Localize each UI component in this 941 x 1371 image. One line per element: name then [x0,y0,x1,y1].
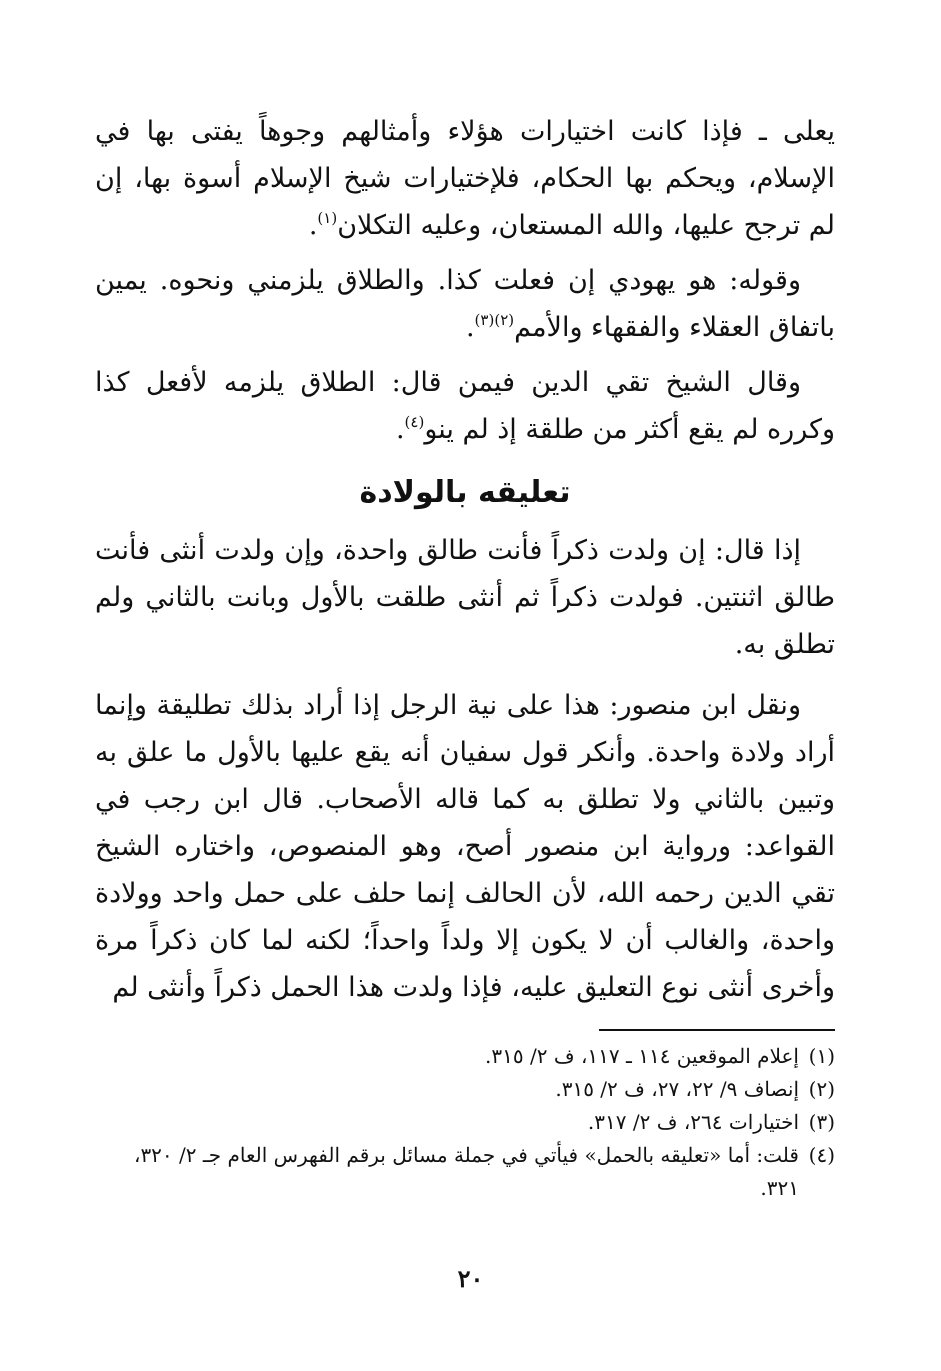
page-body [95,108,835,1011]
paragraph-3-end: . [395,414,405,445]
footnote-text: إنصاف ٩/ ٢٢، ٢٧، ف ٢/ ٣١٥. [555,1077,799,1101]
footnote-divider [599,1029,835,1031]
section-paragraph-2 [95,682,835,1011]
paragraph-1 [95,108,835,249]
paragraph-1-end: . [308,210,318,241]
footnote-number: (٢) [808,1077,835,1101]
footnote-ref-4: (٤) [404,413,425,431]
section-paragraph-1-text: إذا قال: إن ولدت ذكراً فأنت طالق واحدة، وإن ولدت أنثى فأنت طالق اثنتين. فولدت ذكراً ثم أنثى طلقت بالأول وبانت بالثاني ولم تطلق به. [95,535,835,660]
section-heading: تعليقه بالولادة [359,475,571,510]
paragraph-2-end: . [465,312,475,343]
footnote-item [95,1040,835,1073]
footnote-item [95,1106,835,1139]
footnote-number: (٣) [808,1110,835,1134]
footnote-ref-1: (١) [317,209,338,227]
paragraph-1-text: يعلى ـ فإذا كانت اختيارات هؤلاء وأمثالهم وجوهاً يفتى بها في الإسلام، ويحكم بها الحكام، فلإختيارات شيخ الإسلام أسوة بها، إن لم ترجح عليها، والله المستعان، وعليه التكلان [95,116,835,241]
footnotes [95,1040,835,1205]
paragraph-3-text: وقال الشيخ تقي الدين فيمن قال: الطلاق يلزمه لأفعل كذا وكرره لم يقع أكثر من طلقة إذ لم ينو [95,367,835,445]
footnote-text: قلت: أما «تعليقه بالحمل» فيأتي في جملة مسائل برقم الفهرس العام جـ ٢/ ٣٢٠، ٣٢١. [133,1143,799,1200]
section-paragraph-1 [95,527,835,668]
footnote-item [95,1139,835,1205]
page-number: ٢٠ [457,1264,484,1293]
footnote-number: (٤) [808,1143,835,1167]
paragraph-2-text: وقوله: هو يهودي إن فعلت كذا. والطلاق يلزمني ونحوه. يمين باتفاق العقلاء والفقهاء والأمم [95,265,835,343]
footnote-ref-2-3: (٢)(٣) [474,311,515,329]
footnote-text: اختيارات ٢٦٤، ف ٢/ ٣١٧. [587,1110,799,1134]
paragraph-2 [95,257,835,351]
footnote-text: إعلام الموقعين ١١٤ ـ ١١٧، ف ٢/ ٣١٥. [485,1044,799,1068]
section-paragraph-2-text: ونقل ابن منصور: هذا على نية الرجل إذا أراد بذلك تطليقة وإنما أراد ولادة واحدة. وأنكر قول سفيان أنه يقع عليها بالأول ما علق به وتبين بالثاني ولا تطلق به كما قاله الأصحاب. قال ابن رجب في القواعد: ورواية ابن منصور أصح، وهو المنصوص، واختاره الشيخ تقي الدين رحمه الله، لأن الحالف إنما حلف على حمل واحد وولادة واحدة، والغالب أن لا يكون إلا ولداً واحداً؛ لكنه لما كان ذكراً مرة وأخرى أنثى نوع التعليق عليه، فإذا ولدت هذا الحمل ذكراً وأنثى لم [95,690,835,1003]
paragraph-3 [95,359,835,453]
footnote-number: (١) [808,1044,835,1068]
footnote-item [95,1073,835,1106]
